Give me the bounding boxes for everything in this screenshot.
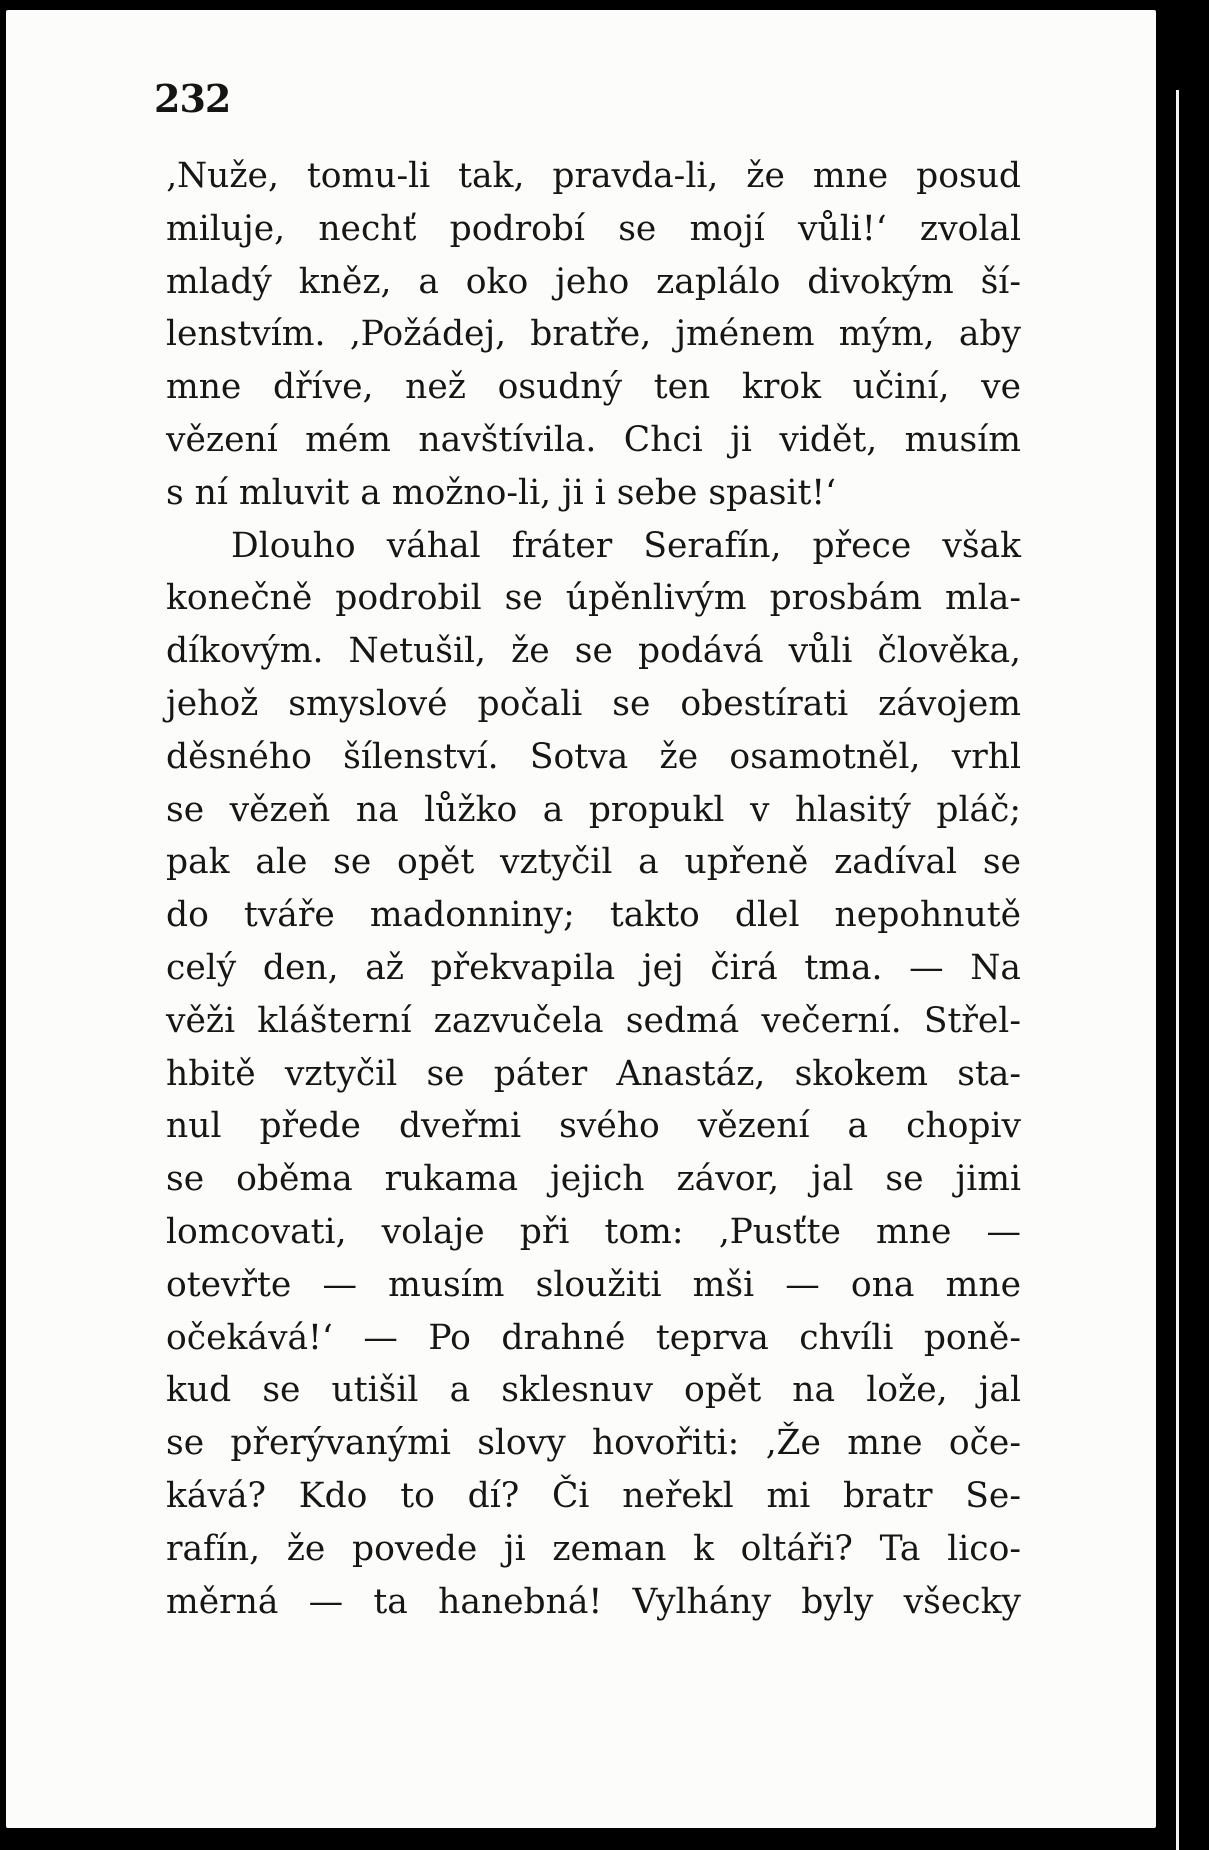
- body-text: [166, 150, 1021, 1628]
- text-line: se oběma rukama jejich závor, jal se jimi: [166, 1159, 1021, 1200]
- text-line: konečně podrobil se úpěnlivým prosbám mla-: [166, 578, 1021, 619]
- text-line: rafín, že povede ji zeman k oltáři? Ta lico-: [166, 1528, 1021, 1569]
- text-line: jehož smyslové počali se obestírati závojem: [166, 683, 1021, 724]
- text-line: děsného šílenství. Sotva že osamotněl, vrhl: [166, 736, 1021, 777]
- text-line: do tváře madonniny; takto dlel nepohnutě: [166, 895, 1021, 936]
- text-line: celý den, až překvapila jej čirá tma. — Na: [166, 947, 1021, 988]
- text-line: hbitě vztyčil se páter Anastáz, skokem sta-: [166, 1053, 1021, 1094]
- text-line: kud se utišil a sklesnuv opět na lože, jal: [166, 1370, 1021, 1411]
- book-page: [6, 10, 1156, 1828]
- text-line: lomcovati, volaje při tom: ‚Pusťte mne —: [166, 1211, 1021, 1252]
- text-line: vězení mém navštívila. Chci ji vidět, musím: [166, 419, 1021, 460]
- text-line: věži klášterní zazvučela sedmá večerní. Střel-: [166, 1000, 1021, 1041]
- page-edge-shadow: [1169, 30, 1187, 1830]
- text-line: mne dříve, než osudný ten krok učiní, ve: [166, 367, 1021, 408]
- text-line: pak ale se opět vztyčil a upřeně zadíval se: [166, 842, 1021, 883]
- text-line: se vězeň na lůžko a propukl v hlasitý pláč;: [166, 789, 1021, 830]
- page-number: 232: [154, 76, 231, 121]
- text-line: miluje, nechť podrobí se mojí vůli!‘ zvolal: [166, 208, 1021, 249]
- text-line: ‚Nuže, tomu-li tak, pravda-li, že mne posud: [166, 156, 1021, 196]
- text-line: nul přede dveřmi svého vězení a chopiv: [166, 1106, 1021, 1147]
- text-line: mladý kněz, a oko jeho zaplálo divokým ší-: [166, 261, 1021, 302]
- text-line: otevřte — musím sloužiti mši — ona mne: [166, 1264, 1021, 1305]
- page-edge-line: [1176, 90, 1179, 1850]
- text-line: měrná — ta hanebná! Vylhány byly všecky: [166, 1581, 1021, 1622]
- text-line: kává? Kdo to dí? Či neřekl mi bratr Se-: [166, 1475, 1021, 1516]
- text-line: díkovým. Netušil, že se podává vůli člověka,: [166, 631, 1021, 672]
- text-line: s ní mluvit a možno-li, ji i sebe spasit!‘: [166, 472, 837, 513]
- text-line: se přerývanými slovy hovořiti: ‚Že mne oče-: [166, 1423, 1021, 1464]
- text-line: očekává!‘ — Po drahné teprva chvíli poně-: [166, 1317, 1021, 1358]
- text-line: lenstvím. ‚Požádej, bratře, jménem mým, aby: [166, 314, 1021, 355]
- text-line: Dlouho váhal fráter Serafín, přece však: [231, 525, 1021, 566]
